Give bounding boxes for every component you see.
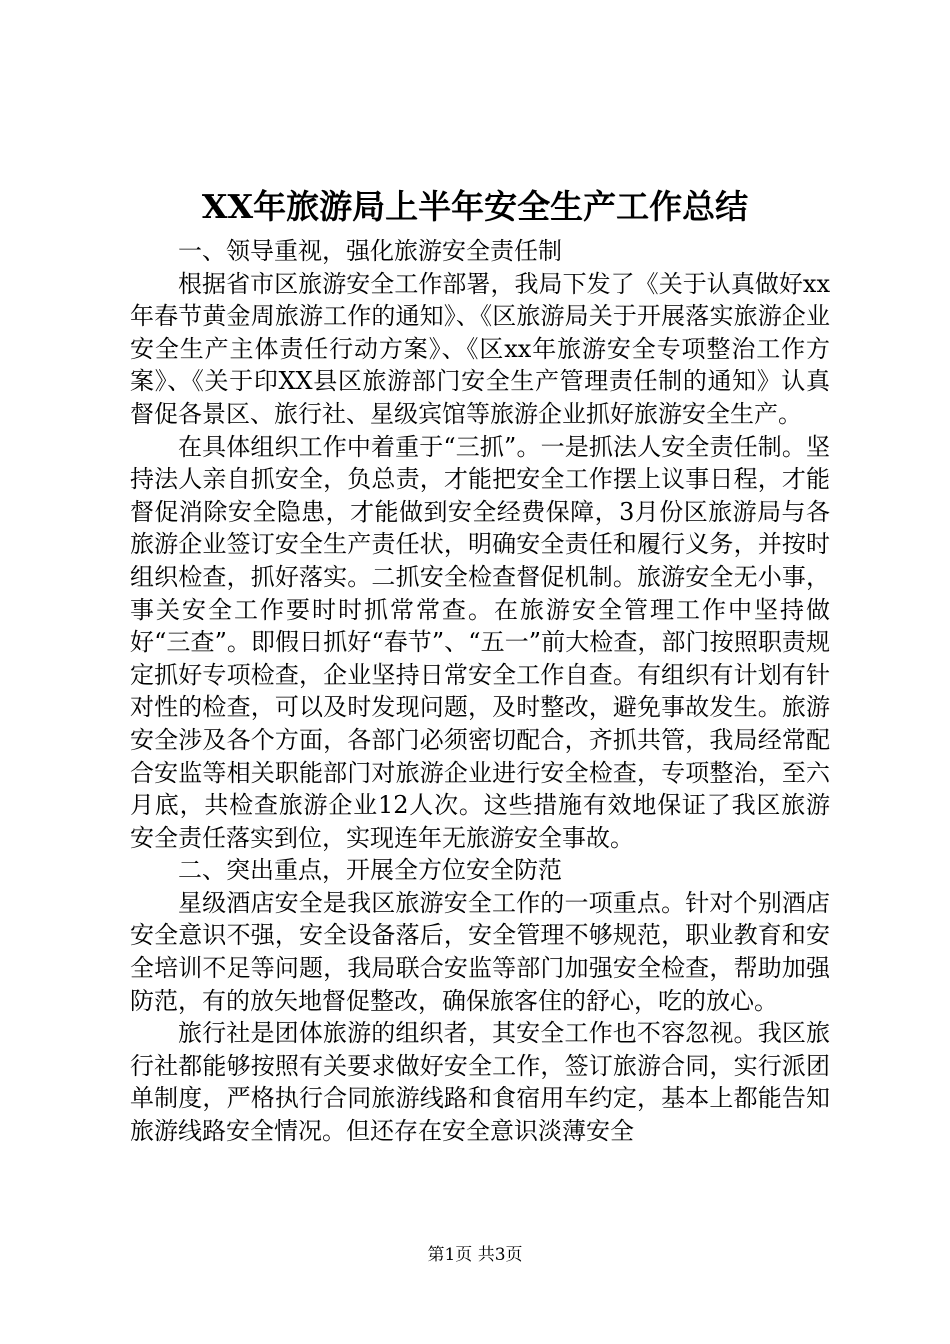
paragraph: 星级酒店安全是我区旅游安全工作的一项重点。针对个别酒店安全意识不强，安全设备落后，安全管理不够规范，职业教育和安全培训不足等问题，我局联合安监等部门加强安全检查，帮助加强防范，有的放矢地督促整改，确保旅客住的舒心，吃的放心。: [130, 888, 830, 1015]
section-heading: 一、领导重视，强化旅游安全责任制: [178, 237, 562, 265]
paragraph: 旅行社是团体旅游的组织者，其安全工作也不容忽视。我区旅行社都能够按照有关要求做好安全工作，签订旅游合同，实行派团单制度，严格执行合同旅游线路和食宿用车约定，基本上都能告知旅游线路安全情况。但还存在安全意识淡薄安全: [130, 1019, 830, 1146]
document-body: [130, 235, 830, 1148]
paragraph: 在具体组织工作中着重于“三抓”。一是抓法人安全责任制。坚持法人亲自抓安全，负总责，才能把安全工作摆上议事日程，才能督促消除安全隐患，才能做到安全经费保障，3月份区旅游局与各旅游企业签订安全生产责任状，明确安全责任和履行义务，并按时组织检查，抓好落实。二抓安全检查督促机制。旅游安全无小事，事关安全工作要时时抓常常查。在旅游安全管理工作中坚持做好“三查”。即假日抓好“春节”、“五一”前大检查，部门按照职责规定抓好专项检查，企业坚持日常安全工作自查。有组织有计划有针对性的检查，可以及时发现问题，及时整改，避免事故发生。旅游安全涉及各个方面，各部门必须密切配合，齐抓共管，我局经常配合安监等相关职能部门对旅游企业进行安全检查，专项整治，至六月底，共检查旅游企业12人次。这些措施有效地保证了我区旅游安全责任落实到位，实现连年无旅游安全事故。: [130, 432, 830, 852]
paragraph: 根据省市区旅游安全工作部署，我局下发了《关于认真做好xx年春节黄金周旅游工作的通知》、《区旅游局关于开展落实旅游企业安全生产主体责任行动方案》、《区xx年旅游安全专项整治工作方案》、《关于印XX县区旅游部门安全生产管理责任制的通知》认真督促各景区、旅行社、星级宾馆等旅游企业抓好旅游安全生产。: [130, 269, 830, 428]
page-footer: 第1页 共3页: [427, 1245, 523, 1265]
document-title: XX年旅游局上半年安全生产工作总结: [201, 187, 749, 226]
section-heading: 二、突出重点，开展全方位安全防范: [178, 856, 562, 885]
